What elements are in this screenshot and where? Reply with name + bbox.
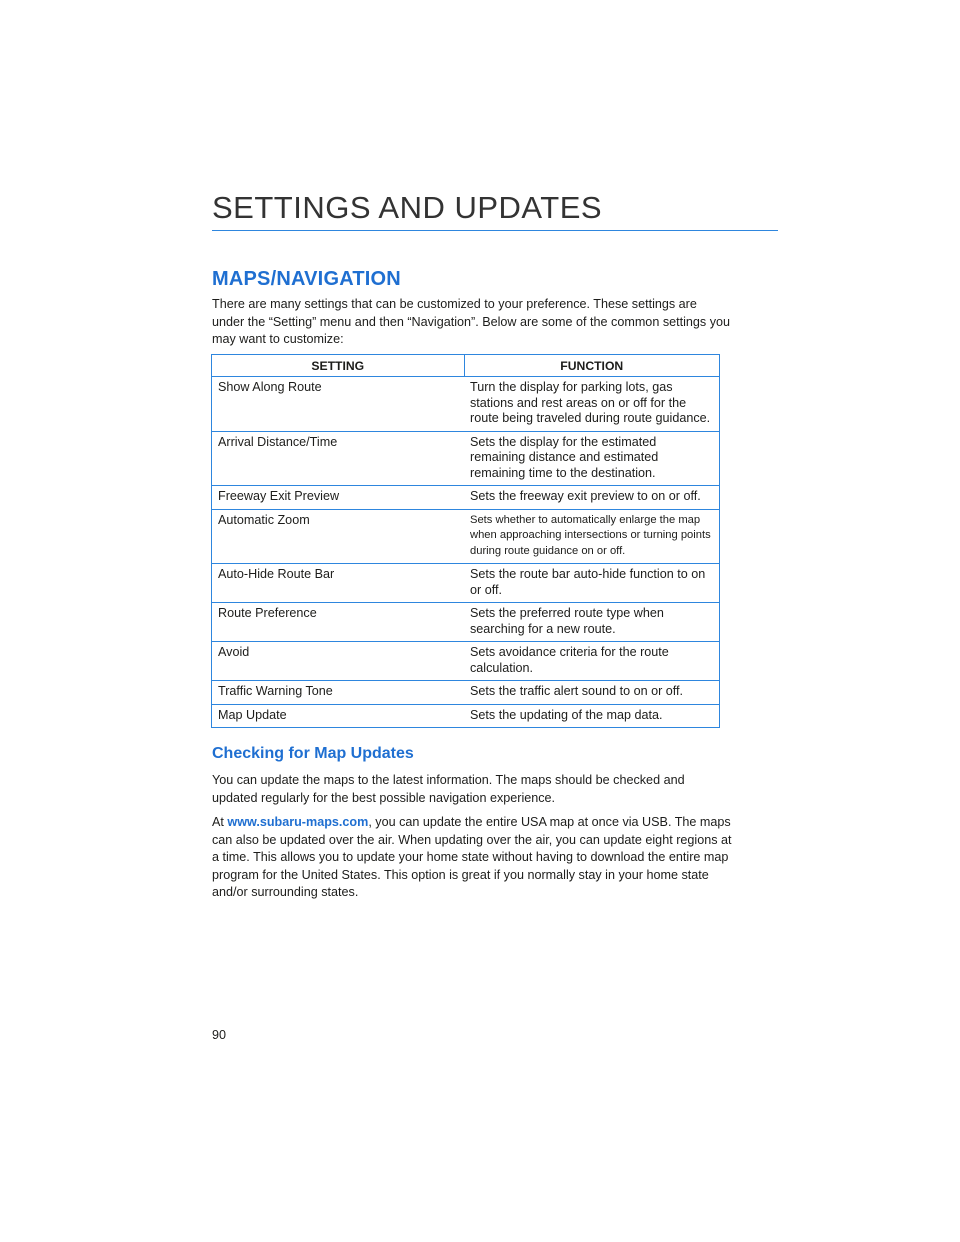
function-cell: Sets the display for the estimated remaining distance and estimated remaining time to the destination. bbox=[464, 431, 720, 486]
paragraph-prefix: At bbox=[212, 815, 228, 829]
function-cell: Sets whether to automatically enlarge the map when approaching intersections or turning points during route guidance on or off. bbox=[464, 509, 720, 564]
function-cell: Sets avoidance criteria for the route calculation. bbox=[464, 642, 720, 681]
function-cell: Sets the traffic alert sound to on or off. bbox=[464, 681, 720, 705]
setting-cell: Show Along Route bbox=[212, 377, 465, 432]
function-cell: Sets the preferred route type when searching for a new route. bbox=[464, 603, 720, 642]
table-row bbox=[212, 431, 720, 486]
function-cell: Sets the updating of the map data. bbox=[464, 704, 720, 728]
setting-cell: Avoid bbox=[212, 642, 465, 681]
setting-cell: Auto-Hide Route Bar bbox=[212, 564, 465, 603]
intro-paragraph: There are many settings that can be customized to your preference. These settings are under the “Setting” menu and then “Navigation”. Below are some of the common settings you may want to customize: bbox=[212, 297, 731, 346]
table-row bbox=[212, 486, 720, 510]
table-row bbox=[212, 377, 720, 432]
table-header-row bbox=[212, 355, 720, 377]
table-row bbox=[212, 564, 720, 603]
update-paragraph: You can update the maps to the latest information. The maps should be checked and updated regularly for the best possible navigation experience. bbox=[212, 773, 685, 805]
page-number: 90 bbox=[212, 1028, 227, 1042]
table-row bbox=[212, 603, 720, 642]
update-details-paragraph bbox=[212, 814, 732, 902]
paragraph-text: , you can update the entire USA map at once via USB. The maps can also be updated over the air. When updating over the air, you can update eight regions at a time. This allows you to update your home state without having to download the entire map program for the United States. This option is great if you normally stay in your home state and/or surrounding states. bbox=[212, 815, 732, 900]
table-row bbox=[212, 704, 720, 728]
function-cell: Turn the display for parking lots, gas stations and rest areas on or off for the route being traveled during route guidance. bbox=[464, 377, 720, 432]
page-title: MAPS/NAVIGATION bbox=[212, 268, 401, 290]
section-divider bbox=[212, 230, 778, 231]
setting-cell: Automatic Zoom bbox=[212, 509, 465, 564]
setting-cell: Traffic Warning Tone bbox=[212, 681, 465, 705]
setting-cell: Freeway Exit Preview bbox=[212, 486, 465, 510]
column-header-setting: SETTING bbox=[212, 355, 465, 377]
column-header-function: FUNCTION bbox=[464, 355, 720, 377]
setting-cell: Map Update bbox=[212, 704, 465, 728]
section-header: SETTINGS AND UPDATES bbox=[212, 190, 603, 225]
setting-cell: Route Preference bbox=[212, 603, 465, 642]
subheading: Checking for Map Updates bbox=[212, 745, 414, 762]
subaru-maps-link[interactable]: www.subaru-maps.com bbox=[227, 815, 369, 829]
table-row bbox=[212, 642, 720, 681]
setting-cell: Arrival Distance/Time bbox=[212, 431, 465, 486]
table-row bbox=[212, 509, 720, 564]
function-cell: Sets the freeway exit preview to on or off. bbox=[464, 486, 720, 510]
function-cell: Sets the route bar auto-hide function to on or off. bbox=[464, 564, 720, 603]
settings-table bbox=[211, 354, 720, 728]
table-row bbox=[212, 681, 720, 705]
